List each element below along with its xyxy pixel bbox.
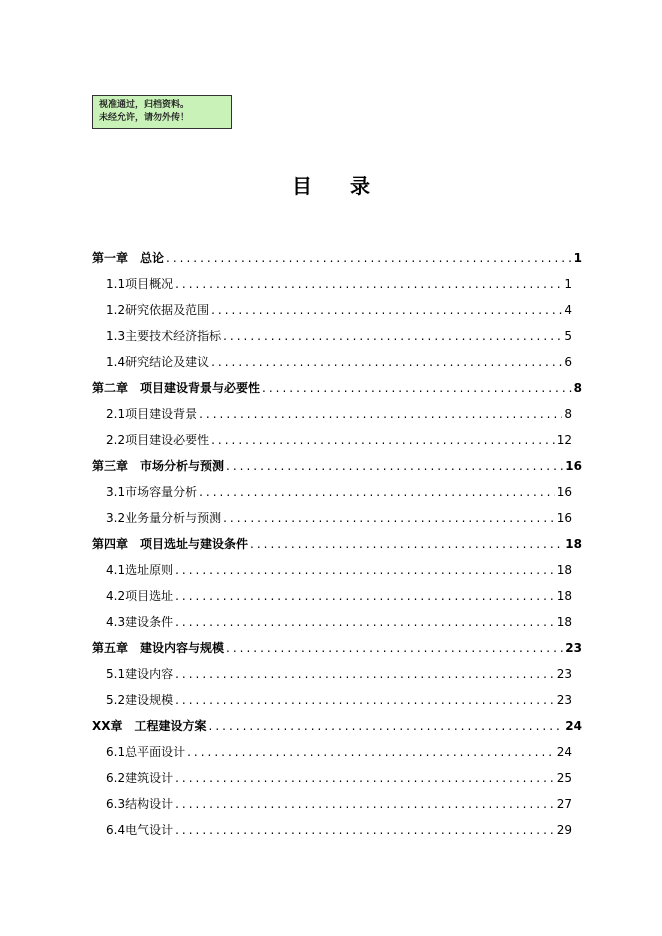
toc-entry-page-number: 16 [565,459,582,473]
toc-entry-label: 第三章 市场分析与预测 [92,459,225,473]
toc-entry-label: 3.2业务量分析与预测 [106,511,222,525]
toc-entry-label: 5.1建设内容 [106,667,174,681]
page-title: 目录 [292,174,408,198]
toc-chapter-entry[interactable] [92,453,582,479]
toc-leader-dots [209,713,564,739]
toc-leader-dots [166,245,572,271]
toc-leader-dots [175,791,555,817]
toc-entry-label: 4.1选址原则 [106,563,174,577]
toc-leader-dots [175,583,555,609]
toc-entry-label: 1.1项目概况 [106,277,174,291]
toc-entry-label: 4.3建设条件 [106,615,174,629]
toc-entry-page-number: 23 [556,667,572,681]
toc-entry-label: 1.4研究结论及建议 [106,355,210,369]
stamp-line-1: 视准通过，归档资料。 [99,100,190,110]
toc-entry-page-number: 18 [565,537,582,551]
toc-entry-label: 6.4电气设计 [106,823,174,837]
toc-entry-page-number: 8 [573,381,582,395]
toc-entry-page-number: 24 [565,719,582,733]
toc-entry-page-number: 27 [556,797,572,811]
toc-section-entry[interactable] [92,349,582,375]
toc-section-entry[interactable] [92,661,582,687]
toc-entry-page-number: 29 [556,823,572,837]
toc-entry-label: 第四章 项目选址与建设条件 [92,537,249,551]
toc-entry-page-number: 18 [556,563,572,577]
toc-section-entry[interactable] [92,479,582,505]
toc-section-entry[interactable] [92,817,582,843]
toc-entry-label: 6.2建筑设计 [106,771,174,785]
toc-entry-page-number: 24 [556,745,572,759]
toc-leader-dots [223,323,562,349]
toc-entry-page-number: 23 [565,641,582,655]
toc-leader-dots [175,609,555,635]
toc-leader-dots [223,505,555,531]
toc-section-entry[interactable] [92,427,582,453]
toc-entry-label: 1.3主要技术经济指标 [106,329,222,343]
stamp-line-2: 未经允许，请勿外传！ [99,113,190,123]
toc-leader-dots [199,401,562,427]
table-of-contents [92,245,582,843]
toc-entry-page-number: 16 [556,485,572,499]
toc-entry-label: 2.1项目建设背景 [106,407,198,421]
toc-entry-page-number: 18 [556,615,572,629]
toc-chapter-entry[interactable] [92,375,582,401]
toc-leader-dots [226,635,563,661]
toc-leader-dots [262,375,572,401]
toc-chapter-entry[interactable] [92,713,582,739]
confidential-stamp [92,95,232,129]
toc-leader-dots [175,687,555,713]
toc-leader-dots [199,479,555,505]
toc-entry-page-number: 18 [556,589,572,603]
toc-entry-label: 第五章 建设内容与规模 [92,641,225,655]
toc-leader-dots [175,817,555,843]
toc-leader-dots [175,661,555,687]
toc-entry-page-number: 4 [564,303,572,317]
toc-entry-page-number: 1 [564,277,572,291]
toc-section-entry[interactable] [92,687,582,713]
toc-entry-label: 2.2项目建设必要性 [106,433,210,447]
toc-entry-label: 5.2建设规模 [106,693,174,707]
toc-entry-label: 1.2研究依据及范围 [106,303,210,317]
toc-leader-dots [211,349,562,375]
toc-entry-page-number: 16 [556,511,572,525]
toc-section-entry[interactable] [92,401,582,427]
toc-section-entry[interactable] [92,557,582,583]
toc-entry-label: XX章 工程建设方案 [92,719,207,733]
toc-entry-label: 6.1总平面设计 [106,745,186,759]
toc-chapter-entry[interactable] [92,531,582,557]
toc-entry-label: 第二章 项目建设背景与必要性 [92,381,261,395]
toc-section-entry[interactable] [92,739,582,765]
toc-leader-dots [175,557,555,583]
toc-section-entry[interactable] [92,609,582,635]
toc-leader-dots [211,297,562,323]
toc-entry-page-number: 6 [564,355,572,369]
toc-entry-page-number: 25 [556,771,572,785]
toc-section-entry[interactable] [92,323,582,349]
toc-section-entry[interactable] [92,297,582,323]
toc-section-entry[interactable] [92,791,582,817]
toc-section-entry[interactable] [92,271,582,297]
toc-section-entry[interactable] [92,505,582,531]
toc-chapter-entry[interactable] [92,635,582,661]
toc-entry-page-number: 12 [556,433,572,447]
toc-entry-label: 4.2项目选址 [106,589,174,603]
toc-section-entry[interactable] [92,765,582,791]
toc-leader-dots [187,739,555,765]
toc-entry-page-number: 23 [556,693,572,707]
toc-leader-dots [175,271,562,297]
toc-entry-label: 第一章 总论 [92,251,165,265]
toc-entry-page-number: 5 [564,329,572,343]
toc-entry-label: 6.3结构设计 [106,797,174,811]
toc-entry-page-number: 1 [573,251,582,265]
toc-leader-dots [211,427,555,453]
toc-leader-dots [175,765,555,791]
toc-leader-dots [226,453,563,479]
toc-leader-dots [250,531,563,557]
toc-entry-label: 3.1市场容量分析 [106,485,198,499]
toc-entry-page-number: 8 [564,407,572,421]
toc-section-entry[interactable] [92,583,582,609]
toc-chapter-entry[interactable] [92,245,582,271]
